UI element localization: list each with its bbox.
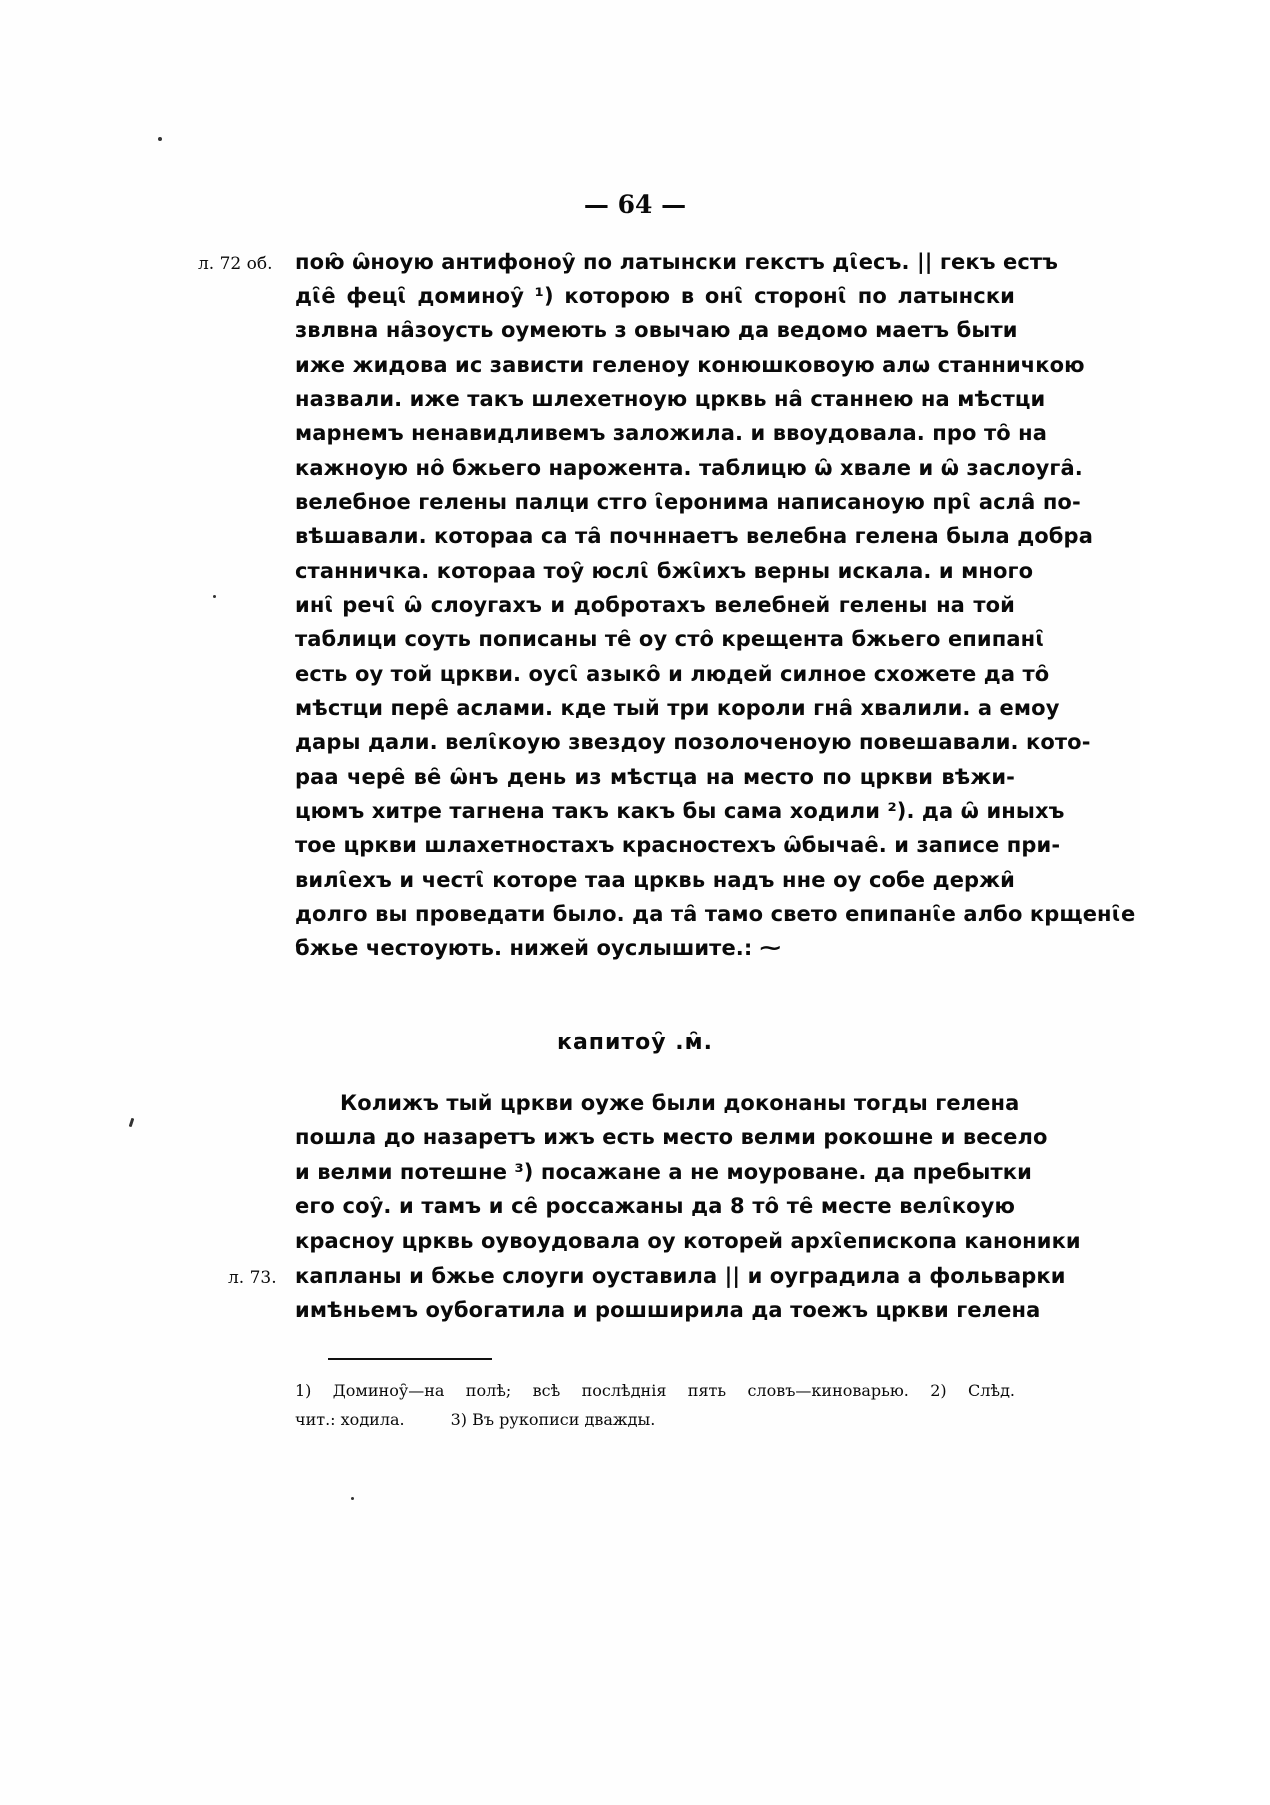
text-line: звлвна на̑зоусть оумеють з овычаю да ведомо маетъ быти <box>295 318 1018 342</box>
text-line: мѣстци пере̑ аслами. кде тый три короли гна̑ хвалили. а емоу <box>295 696 1060 720</box>
text-line: и велми потешне ³) посажане а не моуроване. да пребытки <box>295 1160 1032 1184</box>
text-line: красноу црквь оувоудовала оу которей архꙇ̑епископа каноники <box>295 1229 1081 1253</box>
text-line: назвали. иже такъ шлехетноую црквь на̑ станнею на мѣстци <box>295 387 1046 411</box>
text-line: вѣшавали. котораа са та̑ почннаетъ велебна гелена была добра <box>295 524 1093 548</box>
text-line: дꙇ̑е̑ фецꙇ̑ доминоу̑ ¹) которою в онꙇ̑ сторонꙇ̑ по латынски <box>295 284 1015 308</box>
print-speck <box>129 1118 135 1127</box>
text-line: дары дали. велꙇ̑коую звездоу позолоченоую повешавали. кото- <box>295 730 1091 754</box>
text-line: кажноую но̑ бжьего нарожента. таблицю ѡ̑ хвале и ѡ̑ заслоуга̑. <box>295 456 1083 480</box>
margin-folio-note: л. 72 об. <box>198 254 273 274</box>
text-line: велебное гелены палци стго ꙇ̑еронима написаноую прꙇ̑ асла̑ по- <box>295 490 1081 514</box>
text-line: имѣньемъ оубогатила и рошширила да тоежъ цркви гелена <box>295 1298 1041 1322</box>
text-line: его соу̑. и тамъ и се̑ россажаны да 8 то̑ те̑ месте велꙇ̑коую <box>295 1194 1015 1218</box>
footnote-text: 3) Въ рукописи дважды. <box>450 1410 656 1429</box>
chapter-heading: капитоу̑ .м̑. <box>557 1030 713 1055</box>
text-line: капланы и бжье слоуги оуставила || и оуградила а фольварки <box>295 1264 1066 1288</box>
text-line: пою̑ ѡ̑ноую антифоноу̑ по латынски гекстъ дꙇ̑есъ. || гекъ естъ <box>295 250 1059 274</box>
text-line: долго вы проведати было. да та̑ тамо свето епипанꙇ̑е албо крщенꙇ̑е <box>295 902 1136 926</box>
text-line: есть оу той цркви. оусꙇ̑ азыко̑ и людей силное схожете да то̑ <box>295 662 1050 686</box>
text-line: Колижъ тый цркви оуже были доконаны тогды гелена <box>340 1091 1020 1115</box>
text-line: раа чере̑ ве̑ ѡ̑нъ день из мѣстца на место по цркви вѣжи- <box>295 765 1015 789</box>
print-speck <box>158 137 162 141</box>
text-line: цюмъ хитре тагнена такъ какъ бы сама ходили ²). да ѡ̑ иныхъ <box>295 799 1065 823</box>
text-line: станничка. котораа тоу̑ юслꙇ̑ бжꙇ̑ихъ верны искала. и много <box>295 559 1034 583</box>
margin-folio-note: л. 73. <box>228 1268 277 1288</box>
text-line: марнемъ ненавидливемъ заложила. и ввоудовала. про то̑ на <box>295 421 1048 445</box>
footnote-rule <box>328 1358 492 1360</box>
footnote-text: чит.: ходила. <box>295 1410 405 1429</box>
text-line: инꙇ̑ речꙇ̑ ѡ̑ слоугахъ и добротахъ велебней гелены на той <box>295 593 1015 617</box>
text-line: вилꙇ̑ехъ и честꙇ̑ которе таа црквь надъ нне оу собе держи̑ <box>295 868 1015 892</box>
text-line: таблици соуть пописаны те̑ оу сто̑ крещента бжьего епипанꙇ̑ <box>295 627 1045 651</box>
print-speck <box>351 1497 354 1500</box>
text-line: бжье честоують. нижей оуслышите.: ⁓ <box>295 936 781 960</box>
text-line: тое цркви шлахетностахъ красностехъ ѡ̑бычае̑. и записе при- <box>295 833 1061 857</box>
footnote-line: 1) Доминоу̑—на полѣ; всѣ послѣднія пять словъ—киноварью. 2) Слѣд. <box>295 1381 1015 1400</box>
text-line: пошла до назаретъ ижъ есть место велми рокошне и весело <box>295 1125 1048 1149</box>
page-number: — 64 — <box>583 190 687 219</box>
print-speck <box>213 595 216 598</box>
text-line: иже жидова ис зависти геленоу конюшковоую алѡ станничкою <box>295 353 1085 377</box>
footnote-line <box>295 1410 1015 1429</box>
